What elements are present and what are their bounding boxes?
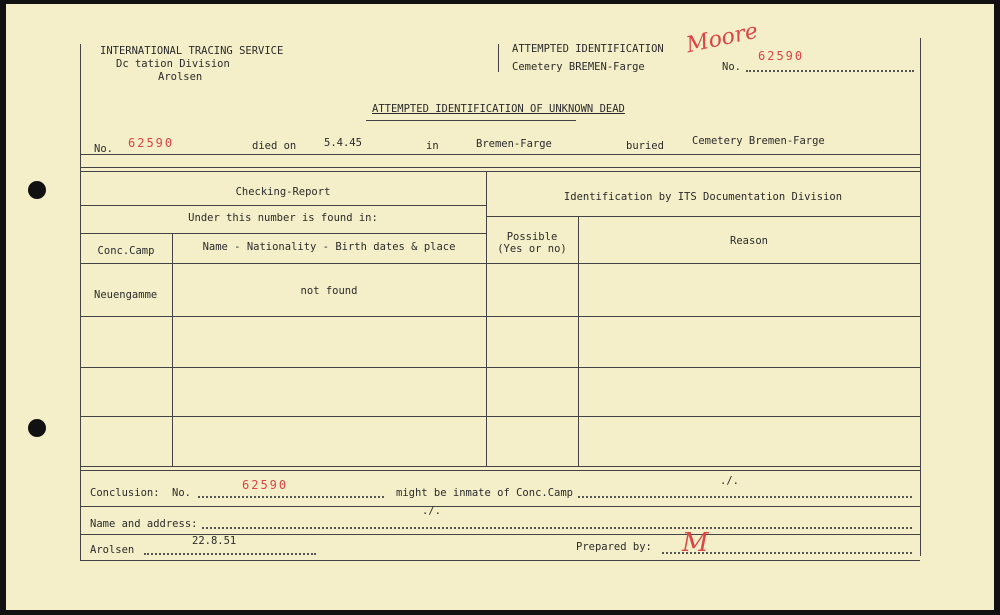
conclusion-no-label: No. [172,487,191,499]
identification-title: Identification by ITS Documentation Division [563,191,843,203]
record-no-label: No. [94,143,113,155]
division-name: Dc tation Division [116,58,230,70]
col-name: Name - Nationality - Birth dates & place [202,241,456,253]
in-label: in [426,140,439,152]
row1-camp: Neuengamme [94,289,158,301]
col-reason: Reason [730,235,768,247]
col-conc-camp: Conc.Camp [97,245,155,257]
row1-name: not found [300,285,358,297]
org-city: Arolsen [158,71,203,83]
conclusion-label: Conclusion: [90,487,160,499]
conclusion-date: 22.8.51 [192,535,237,547]
header-no-label: No. [722,61,741,73]
cemetery-label: Cemetery BREMEN-Farge [512,61,645,73]
died-label: died on [252,140,297,152]
header-no-value: 62590 [758,49,805,63]
in-value: Bremen-Farge [476,138,552,150]
place-label: Arolsen [90,544,135,556]
inmate-label: might be inmate of Conc.Camp [396,487,574,499]
died-value: 5.4.45 [324,137,362,149]
record-card [6,4,994,610]
punch-hole-bottom [28,419,46,437]
main-title: ATTEMPTED IDENTIFICATION OF UNKNOWN DEAD [372,103,625,115]
prepared-by-signature: M [682,528,709,558]
punch-hole-top [28,181,46,199]
name-address-value: ./. [422,505,441,517]
org-name: INTERNATIONAL TRACING SERVICE [100,45,284,57]
checking-title: Checking-Report [235,186,331,198]
name-address-label: Name and address: [90,518,198,530]
col-possible-2: (Yes or no) [497,243,567,255]
buried-label: buried [626,140,664,152]
handwritten-annotation: Moore [684,18,761,59]
checking-subtitle: Under this number is found in: [188,212,378,224]
attempted-id-title: ATTEMPTED IDENTIFICATION [512,43,664,55]
col-possible-1: Possible [506,231,558,243]
conclusion-no-value: 62590 [242,478,289,492]
record-no-value: 62590 [128,136,175,150]
inmate-value: ./. [720,475,739,487]
prepared-by-label: Prepared by: [576,541,652,553]
buried-value: Cemetery Bremen-Farge [692,135,825,147]
